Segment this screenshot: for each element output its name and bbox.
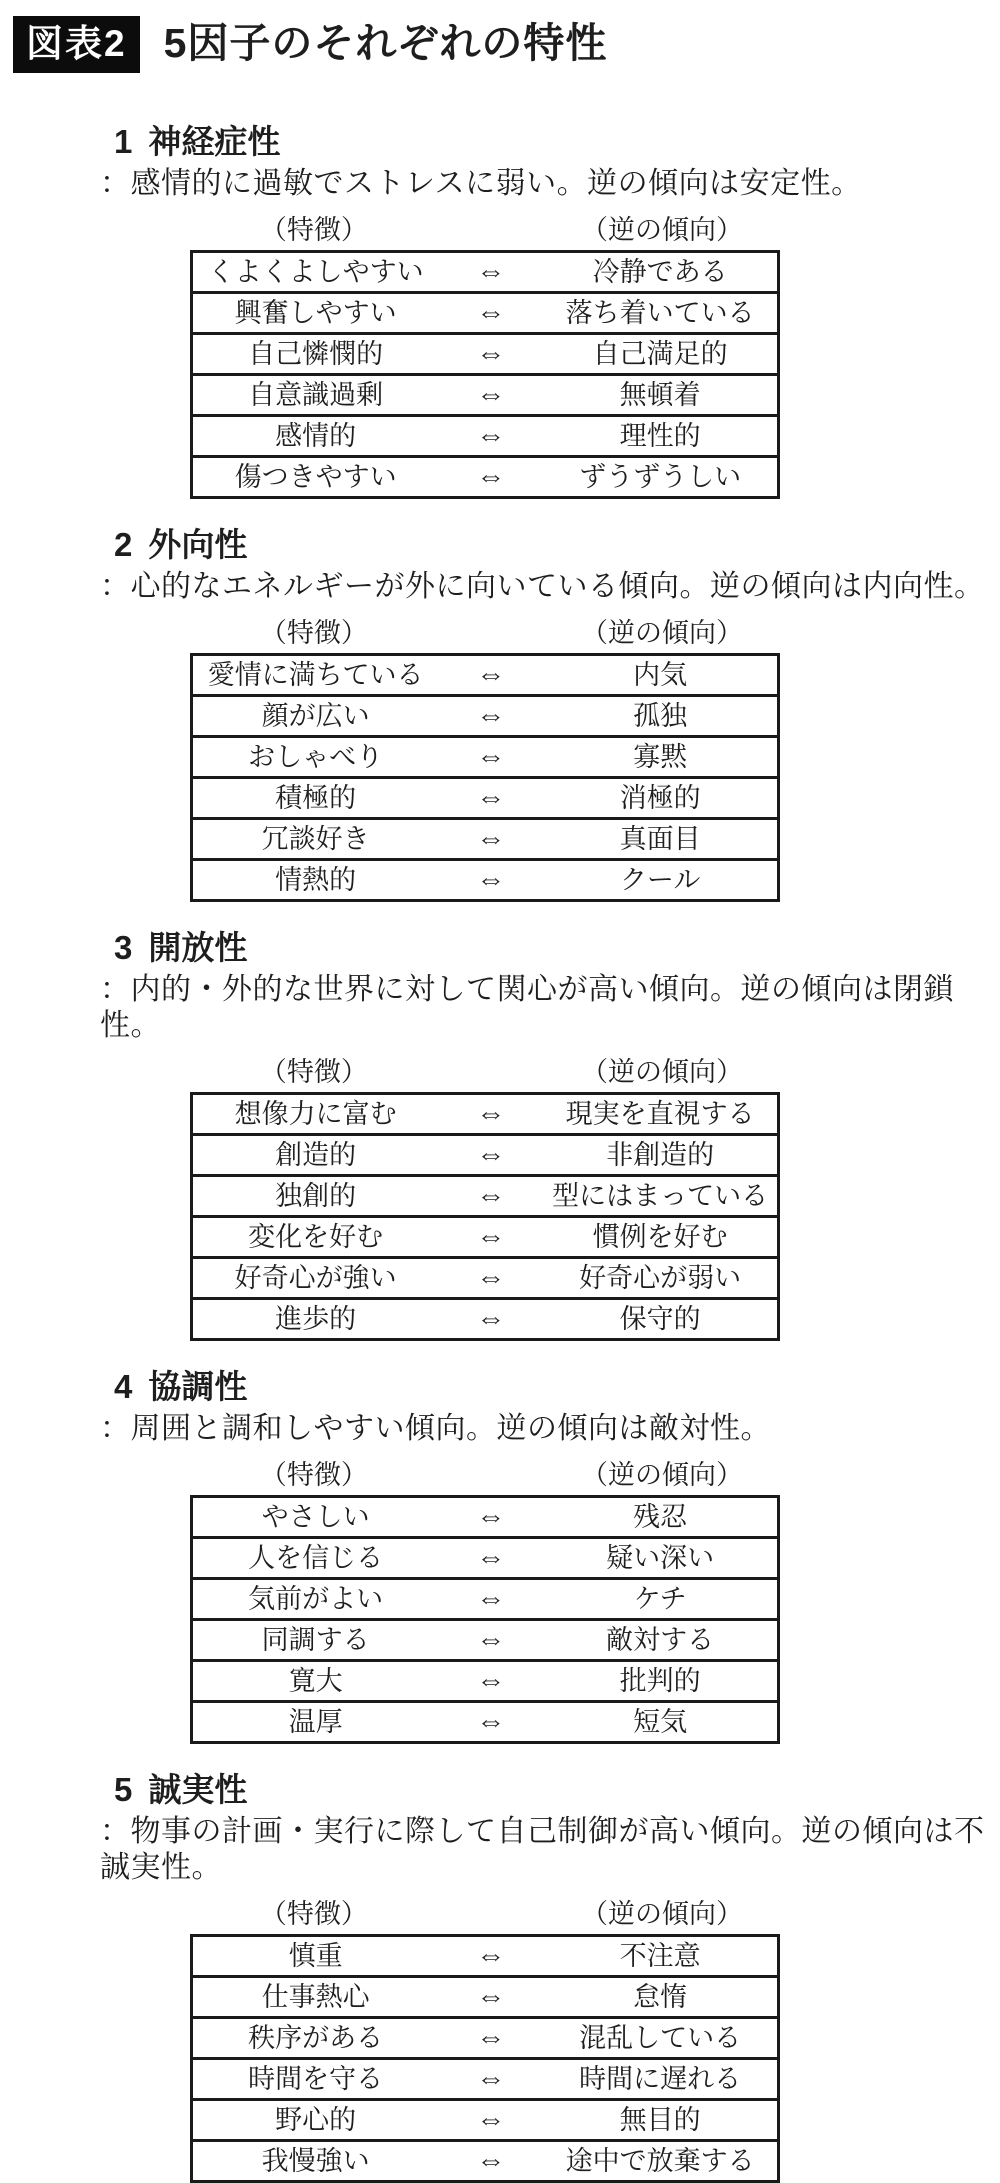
trait-cell: 情熱的 <box>275 864 357 895</box>
section-number: 5 <box>114 1771 133 1808</box>
section-description: ：内的・外的な世界に対して関心が高い傾向。逆の傾向は閉鎖性。 <box>100 973 954 1042</box>
trait-cell: 気前がよい <box>248 1583 384 1614</box>
column-header-opposite: （逆の傾向） <box>580 1460 743 1490</box>
column-header-trait: （特徴） <box>259 1057 368 1087</box>
double-arrow-icon: ⇔ <box>476 1582 506 1615</box>
trait-cell: 進歩的 <box>275 1303 357 1334</box>
section-name: 神経症性 <box>148 123 281 160</box>
table-row <box>193 1133 777 1174</box>
trait-cell: 顔が広い <box>261 700 370 731</box>
table-row <box>193 735 777 776</box>
column-headers <box>190 617 780 649</box>
column-header-spacer <box>438 1898 544 1930</box>
section-description: ：周囲と調和しやすい傾向。逆の傾向は敵対性。 <box>100 1412 771 1445</box>
trait-cell: おしゃべり <box>248 741 384 772</box>
factor-section <box>0 527 1000 902</box>
trait-cell: 感情的 <box>275 420 357 451</box>
trait-cell: 仕事熱心 <box>261 1981 370 2012</box>
table-row <box>193 2057 777 2098</box>
double-arrow-icon: ⇔ <box>476 740 506 773</box>
section-heading <box>114 527 1000 563</box>
opposite-cell: 批判的 <box>619 1665 701 1696</box>
double-arrow-icon: ⇔ <box>476 1541 506 1574</box>
section-number: 4 <box>114 1368 133 1405</box>
double-arrow-icon: ⇔ <box>476 1097 506 1130</box>
factor-section <box>0 1772 1000 2183</box>
section-heading <box>114 1772 1000 1808</box>
table-row <box>193 291 777 332</box>
opposite-cell: 残忍 <box>633 1501 688 1532</box>
opposite-cell: 寡黙 <box>633 741 688 772</box>
table-row <box>193 1618 777 1659</box>
column-header-opposite: （逆の傾向） <box>580 1899 743 1929</box>
opposite-cell: 無目的 <box>619 2104 701 2135</box>
trait-cell: 独創的 <box>275 1180 357 1211</box>
trait-cell: 興奮しやすい <box>234 297 397 328</box>
table-row <box>193 1975 777 2016</box>
double-arrow-icon: ⇔ <box>476 2021 506 2054</box>
double-arrow-icon: ⇔ <box>476 337 506 370</box>
table-row <box>193 1215 777 1256</box>
double-arrow-icon: ⇔ <box>476 1705 506 1738</box>
opposite-cell: 自己満足的 <box>592 338 728 369</box>
section-number: 1 <box>114 123 133 160</box>
column-headers <box>190 1459 780 1491</box>
sections-container <box>0 124 1000 2183</box>
column-header-trait: （特徴） <box>259 618 368 648</box>
column-header-spacer <box>438 1459 544 1491</box>
opposite-cell: 混乱している <box>579 2022 742 2053</box>
opposite-cell: 冷静である <box>592 256 728 287</box>
trait-cell: 同調する <box>261 1624 370 1655</box>
trait-cell: 野心的 <box>275 2104 357 2135</box>
table-row <box>193 1536 777 1577</box>
table-row <box>193 414 777 455</box>
section-description: ：感情的に過敏でストレスに弱い。逆の傾向は安定性。 <box>100 167 862 200</box>
trait-cell: 冗談好き <box>261 823 370 854</box>
trait-cell: くよくよしやすい <box>207 256 424 287</box>
table-row <box>193 455 777 496</box>
double-arrow-icon: ⇔ <box>476 1261 506 1294</box>
double-arrow-icon: ⇔ <box>476 822 506 855</box>
double-arrow-icon: ⇔ <box>476 2144 506 2177</box>
section-heading <box>114 930 1000 966</box>
section-description: ：物事の計画・実行に際して自己制御が高い傾向。逆の傾向は不誠実性。 <box>100 1815 985 1884</box>
opposite-cell: 落ち着いている <box>565 297 755 328</box>
trait-cell: 時間を守る <box>248 2063 384 2094</box>
trait-cell: 変化を好む <box>248 1221 384 1252</box>
section-name: 協調性 <box>148 1368 248 1405</box>
section-name: 誠実性 <box>148 1771 248 1808</box>
opposite-cell: 型にはまっている <box>552 1180 769 1211</box>
table-row <box>193 373 777 414</box>
table-row <box>193 1297 777 1338</box>
column-header-spacer <box>438 214 544 246</box>
trait-cell: 人を信じる <box>248 1542 384 1573</box>
table-row <box>193 2016 777 2057</box>
table-row <box>193 1937 777 1975</box>
section-name: 外向性 <box>148 526 248 563</box>
opposite-cell: 時間に遅れる <box>579 2063 742 2094</box>
table-row <box>193 1174 777 1215</box>
factor-section <box>0 124 1000 499</box>
trait-cell: 秩序がある <box>248 2022 384 2053</box>
opposite-cell: ケチ <box>633 1583 687 1614</box>
table-row <box>193 2098 777 2139</box>
trait-cell: 好奇心が強い <box>234 1262 397 1293</box>
opposite-cell: 途中で放棄する <box>565 2145 755 2176</box>
section-name: 開放性 <box>148 929 248 966</box>
table-row <box>193 1577 777 1618</box>
table-row <box>193 332 777 373</box>
double-arrow-icon: ⇔ <box>476 1138 506 1171</box>
traits-table <box>190 653 780 902</box>
trait-cell: 傷つきやすい <box>234 461 397 492</box>
traits-table <box>190 1934 780 2183</box>
table-row <box>193 656 777 694</box>
double-arrow-icon: ⇔ <box>476 658 506 691</box>
traits-table <box>190 1092 780 1341</box>
opposite-cell: 真面目 <box>619 823 701 854</box>
table-row <box>193 776 777 817</box>
opposite-cell: 保守的 <box>619 1303 701 1334</box>
table-row <box>193 2139 777 2180</box>
column-header-spacer <box>438 1056 544 1088</box>
opposite-cell: 理性的 <box>619 420 701 451</box>
opposite-cell: 不注意 <box>619 1940 701 1971</box>
double-arrow-icon: ⇔ <box>476 1302 506 1335</box>
double-arrow-icon: ⇔ <box>476 1980 506 2013</box>
double-arrow-icon: ⇔ <box>476 699 506 732</box>
trait-cell: 温厚 <box>288 1706 343 1737</box>
trait-cell: 自己憐憫的 <box>248 338 384 369</box>
column-header-trait: （特徴） <box>259 215 368 245</box>
page-title: 5因子のそれぞれの特性 <box>163 20 608 67</box>
trait-cell: 慎重 <box>288 1940 343 1971</box>
table-row <box>193 1095 777 1133</box>
section-heading <box>114 124 1000 160</box>
trait-cell: 寛大 <box>288 1665 343 1696</box>
opposite-cell: 敵対する <box>606 1624 715 1655</box>
opposite-cell: 慣例を好む <box>592 1221 728 1252</box>
traits-table <box>190 1495 780 1744</box>
table-row <box>193 253 777 291</box>
double-arrow-icon: ⇔ <box>476 1664 506 1697</box>
factor-section <box>0 1369 1000 1744</box>
table-row <box>193 1498 777 1536</box>
double-arrow-icon: ⇔ <box>476 296 506 329</box>
figure-header <box>0 0 1000 76</box>
trait-cell: 積極的 <box>275 782 357 813</box>
opposite-cell: 短気 <box>633 1706 688 1737</box>
double-arrow-icon: ⇔ <box>476 2103 506 2136</box>
double-arrow-icon: ⇔ <box>476 781 506 814</box>
figure-badge: 図表2 <box>13 16 140 73</box>
column-header-trait: （特徴） <box>259 1460 368 1490</box>
double-arrow-icon: ⇔ <box>476 2062 506 2095</box>
opposite-cell: 内気 <box>633 659 688 690</box>
factor-section <box>0 930 1000 1341</box>
opposite-cell: 消極的 <box>619 782 701 813</box>
double-arrow-icon: ⇔ <box>476 460 506 493</box>
table-row <box>193 858 777 899</box>
opposite-cell: 好奇心が弱い <box>579 1262 742 1293</box>
table-row <box>193 1659 777 1700</box>
section-number: 3 <box>114 929 133 966</box>
section-description: ：心的なエネルギーが外に向いている傾向。逆の傾向は内向性。 <box>100 570 985 603</box>
column-header-opposite: （逆の傾向） <box>580 1057 743 1087</box>
column-headers <box>190 1056 780 1088</box>
trait-cell: 愛情に満ちている <box>207 659 424 690</box>
opposite-cell: 現実を直視する <box>565 1098 755 1129</box>
trait-cell: やさしい <box>261 1501 370 1532</box>
double-arrow-icon: ⇔ <box>476 1500 506 1533</box>
section-number: 2 <box>114 526 133 563</box>
column-header-opposite: （逆の傾向） <box>580 215 743 245</box>
double-arrow-icon: ⇔ <box>476 255 506 288</box>
table-row <box>193 694 777 735</box>
opposite-cell: ずうずうしい <box>579 461 742 492</box>
column-header-trait: （特徴） <box>259 1899 368 1929</box>
traits-table <box>190 250 780 499</box>
trait-cell: 自意識過剰 <box>248 379 384 410</box>
double-arrow-icon: ⇔ <box>476 1939 506 1972</box>
column-header-spacer <box>438 617 544 649</box>
trait-cell: 我慢強い <box>261 2145 370 2176</box>
section-heading <box>114 1369 1000 1405</box>
double-arrow-icon: ⇔ <box>476 1623 506 1656</box>
column-headers <box>190 1898 780 1930</box>
column-header-opposite: （逆の傾向） <box>580 618 743 648</box>
double-arrow-icon: ⇔ <box>476 419 506 452</box>
table-row <box>193 1256 777 1297</box>
column-headers <box>190 214 780 246</box>
trait-cell: 創造的 <box>275 1139 357 1170</box>
opposite-cell: クール <box>619 864 701 895</box>
double-arrow-icon: ⇔ <box>476 1179 506 1212</box>
opposite-cell: 無頓着 <box>619 379 701 410</box>
table-row <box>193 817 777 858</box>
opposite-cell: 怠惰 <box>633 1981 688 2012</box>
opposite-cell: 疑い深い <box>606 1542 715 1573</box>
double-arrow-icon: ⇔ <box>476 378 506 411</box>
opposite-cell: 非創造的 <box>606 1139 715 1170</box>
trait-cell: 想像力に富む <box>234 1098 397 1129</box>
double-arrow-icon: ⇔ <box>476 1220 506 1253</box>
double-arrow-icon: ⇔ <box>476 863 506 896</box>
opposite-cell: 孤独 <box>633 700 688 731</box>
table-row <box>193 1700 777 1741</box>
